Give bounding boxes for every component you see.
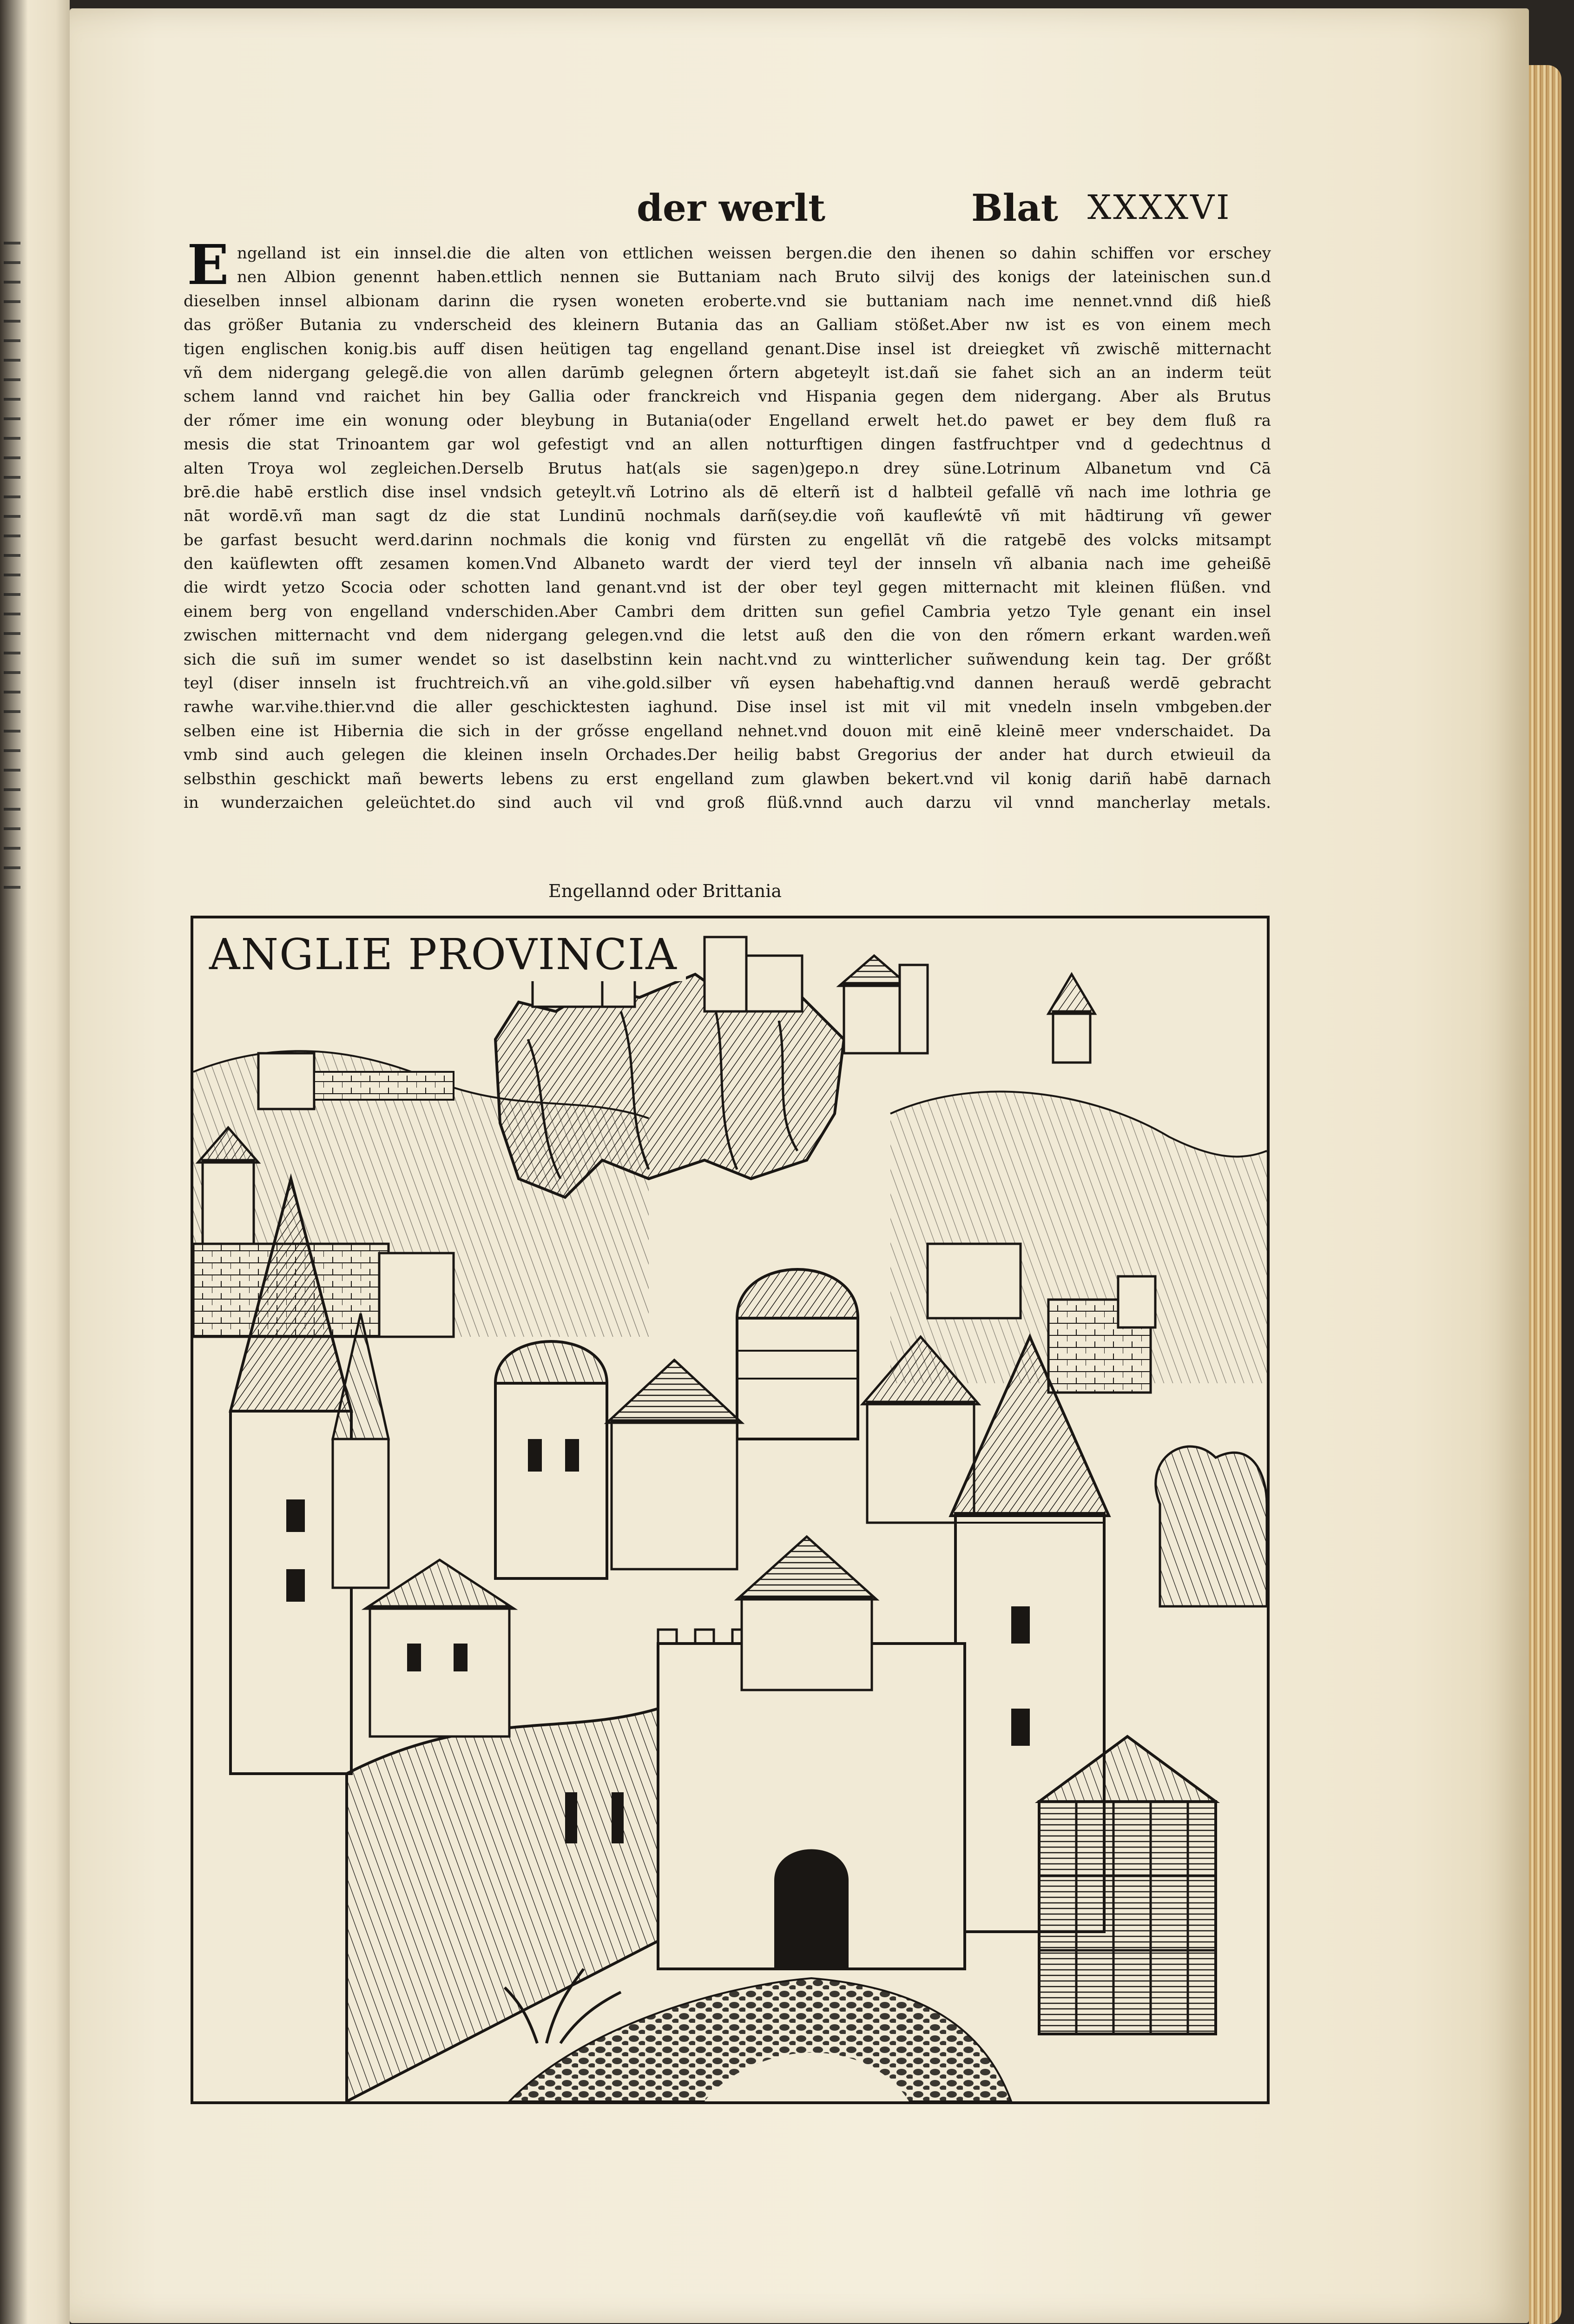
text-line: brē.die habē erstlich dise insel vndsich geteylt.vñ Lotrino als dē elterñ ist d halbteil gefallē vñ nach ime lothria ge — [184, 482, 1271, 502]
folio-label: Blat — [971, 186, 1058, 230]
text-line: in wunderzaichen geleüchtet.do sind auch vil vnd groß flüß.vnnd auch darzu vil vnnd mancherlay metals. — [184, 793, 1271, 812]
text-line: selbsthin geschickt mañ bewerts lebens zu erst engelland zum glawben bekert.vnd vil konig dariñ habē darnach — [184, 769, 1271, 788]
text-line: dieselben innsel albionam darinn die rysen woneten eroberte.vnd sie buttaniam nach ime nennet.vnnd diß hieß — [184, 291, 1271, 310]
city-woodcut — [191, 916, 1270, 2104]
text-line: das größer Butania zu vnderscheid des kleinern Butania das an Galliam stößet.Aber nw ist es von einem mech — [184, 316, 1271, 335]
text-line: selben eine ist Hibernia die sich in der grősse engelland nehnet.vnd douon mit einē kleinē meer vnderschaidet. Da — [184, 721, 1271, 740]
decorated-initial: E — [187, 232, 229, 297]
text-line: vmb sind auch gelegen die kleinen inseln Orchades.Der heilig babst Gregorius der ander hat durch etwieuil da — [184, 746, 1271, 765]
text-line: tigen englischen konig.bis auff disen heütigen tag engelland genant.Dise insel ist dreiegket vñ zwischẽ mitternacht — [184, 339, 1271, 358]
text-line: mesis die stat Trinoantem gar wol gefestigt vnd an allen notturftigen dingen fastfruchtper vnd d gedechtnus d — [184, 435, 1271, 454]
folio-number: XXXXVI — [1087, 188, 1232, 227]
woodcut-title: ANGLIE PROVINCIA — [206, 928, 686, 981]
text-line: ngelland ist ein innsel.die die alten von ettlichen weissen bergen.die den ihenen so dahin schiffen vor erschey — [237, 244, 1271, 263]
text-line: schem lannd vnd raichet hin bey Gallia oder franckreich vnd Hispania gegen dem nidergang. Aber als Brutus — [184, 387, 1271, 406]
text-line: zwischen mitternacht vnd dem nidergang gelegen.vnd die letst auß den die von den rőmern erkant warden.weñ — [184, 626, 1271, 645]
page-header — [637, 186, 1297, 237]
text-line: nāt wordē.vñ man sagt dz die stat Lundinū nochmals darñ(sey.die voñ kaufleẃtē vñ mit hādtirung vñ gewer — [184, 507, 1271, 526]
running-head: der werlt — [637, 186, 826, 230]
text-line: rawhe war.vihe.thier.vnd die aller geschicktesten iaghund. Dise insel ist mit vil mit vnedeln inseln vmbgeben.der — [184, 698, 1271, 717]
text-line: einem berg von engelland vnderschiden.Aber Cambri dem dritten sun gefiel Cambria yetzo Tyle genant ein insel — [184, 602, 1271, 621]
body-text — [184, 232, 1271, 815]
text-line: be garfast besucht werd.darinn nochmals die konig vnd fürsten zu engellāt vñ die ratgebē des volcks mitsampt — [184, 530, 1271, 549]
facing-page-edge — [0, 0, 70, 2324]
text-line: die wirdt yetzo Scocia oder schotten land genant.vnd ist der ober teyl gegen mitternacht mit kleinen flüßen. vnd — [184, 578, 1271, 597]
text-line: nen Albion genennt haben.ettlich nennen sie Buttaniam nach Bruto silvij des konigs der lateinischen sun.d — [237, 268, 1271, 287]
page-edges — [1529, 65, 1561, 2324]
text-line: vñ dem nidergang gelegẽ.die von allen darūmb gelegnen őrtern abgeteylt ist.dañ sie fahet sich an an inderm teüt — [184, 363, 1271, 382]
text-line: den kaüflewten offt zesamen komen.Vnd Albaneto wardt der vierd teyl der innseln vñ albania nach ime geheißē — [184, 555, 1271, 574]
text-line: sich die suñ im sumer wendet so ist daselbstinn kein nacht.vnd zu wintterlicher suñwendung kein tag. Der grőßt — [184, 650, 1271, 669]
text-line: der rőmer ime ein wonung oder bleybung in Butania(oder Engelland erwelt het.do pawet er bey dem fluß ra — [184, 411, 1271, 430]
woodcut-caption: Engellannd oder Brittania — [548, 881, 782, 901]
text-line: teyl (diser innseln ist fruchtreich.vñ an vihe.gold.silber vñ eysen habehaftig.vnd dannen herauß werdē gebracht — [184, 674, 1271, 693]
city-illustration — [193, 918, 1267, 2101]
text-line: alten Troya wol zegleichen.Derselb Brutus hat(als sie sagen)gepo.n drey süne.Lotrinum Albanetum vnd Cā — [184, 459, 1271, 478]
